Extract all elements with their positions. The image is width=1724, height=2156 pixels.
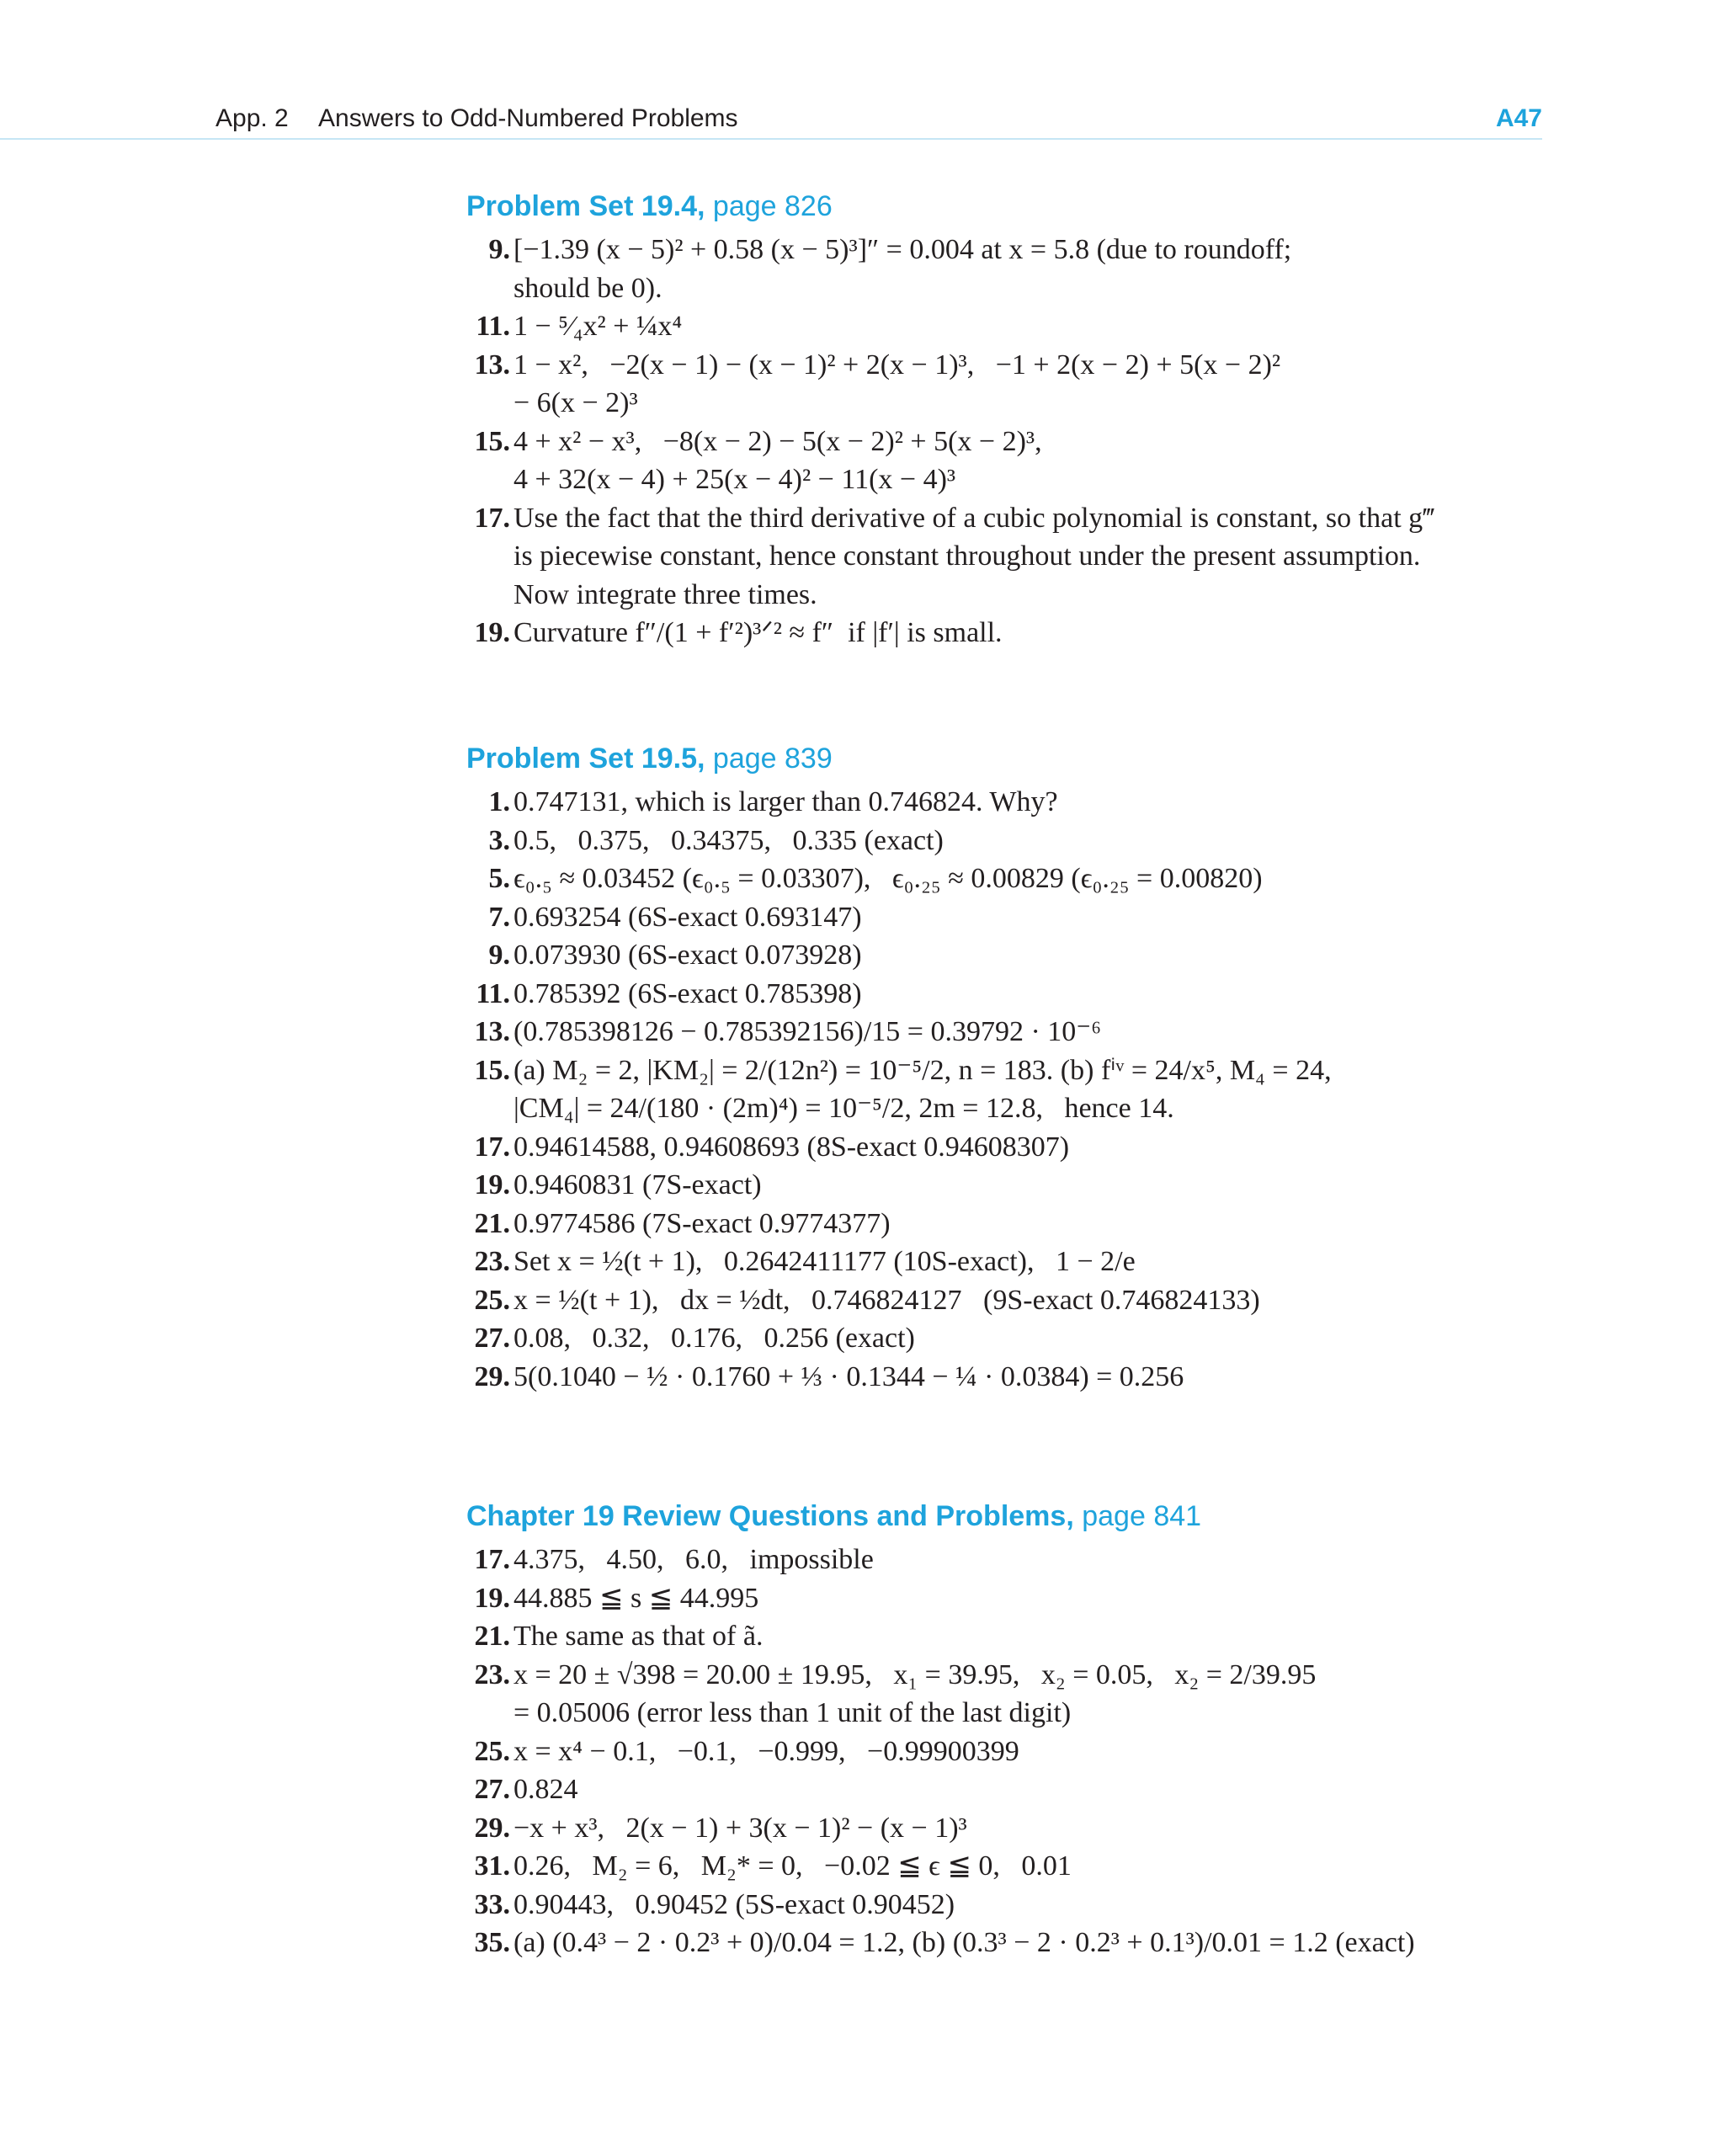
answer-line: should be 0). bbox=[513, 272, 662, 304]
answer-line: |CM₄| = 24/(180 · (2m)⁴) = 10⁻⁵/2, 2m = 12.8, hence 14. bbox=[513, 1093, 1174, 1124]
section-page: page 841 bbox=[1082, 1500, 1202, 1532]
answer-line: Curvature f″/(1 + f′²)³ᐟ² ≈ f″ if |f′| is small. bbox=[513, 617, 1003, 648]
answer-line: 0.785392 (6S-exact 0.785398) bbox=[513, 977, 862, 1009]
answer-line: 4 + 32(x − 4) + 25(x − 4)² − 11(x − 4)³ bbox=[513, 464, 956, 495]
answer-line: x = 20 ± √398 = 20.00 ± 19.95, x₁ = 39.95, x₂ = 0.05, x₂ = 2/39.95 bbox=[513, 1658, 1317, 1690]
answer-item bbox=[466, 1770, 1561, 1809]
answer-number: 9. bbox=[488, 940, 510, 971]
appendix-label: App. 2 bbox=[216, 104, 289, 132]
answer-list bbox=[466, 231, 1561, 652]
answer-line: 4.375, 4.50, 6.0, impossible bbox=[513, 1544, 874, 1575]
page-number: A47 bbox=[1495, 104, 1542, 132]
answer-line: (a) M₂ = 2, |KM₂| = 2/(12n²) = 10⁻⁵/2, n = 183. (b) fⁱᵛ = 24/x⁵, M₄ = 24, bbox=[513, 1054, 1332, 1086]
answer-line: x = x⁴ − 0.1, −0.1, −0.999, −0.99900399 bbox=[513, 1735, 1019, 1767]
answer-line: (a) (0.4³ − 2 · 0.2³ + 0)/0.04 = 1.2, (b) (0.3³ − 2 · 0.2³ + 0.1³)/0.01 = 1.2 (exact) bbox=[513, 1927, 1415, 1958]
answer-item bbox=[466, 1617, 1561, 1656]
answer-number: 27. bbox=[474, 1323, 510, 1354]
answer-number: 7. bbox=[488, 901, 510, 933]
answer-item bbox=[466, 1541, 1561, 1579]
answer-line: 0.9460831 (7S-exact) bbox=[513, 1169, 762, 1200]
answer-line: [−1.39 (x − 5)² + 0.58 (x − 5)³]″ = 0.004 at x = 5.8 (due to roundoff; bbox=[513, 234, 1292, 265]
answer-line: The same as that of ã. bbox=[513, 1621, 764, 1652]
answer-list bbox=[466, 783, 1561, 1396]
answer-item bbox=[466, 1358, 1561, 1397]
answer-number: 25. bbox=[474, 1284, 510, 1316]
answer-item bbox=[466, 822, 1561, 860]
section-title: Chapter 19 Review Questions and Problems, bbox=[466, 1500, 1074, 1532]
answer-number: 3. bbox=[488, 824, 510, 856]
answer-line: 0.9774586 (7S-exact 0.9774377) bbox=[513, 1207, 891, 1239]
answer-item bbox=[466, 614, 1561, 652]
section-title: Problem Set 19.4, bbox=[466, 190, 705, 222]
answer-number: 17. bbox=[474, 1131, 510, 1163]
answer-item bbox=[466, 860, 1561, 898]
answer-line: 0.90443, 0.90452 (5S-exact 0.90452) bbox=[513, 1888, 955, 1920]
answer-item bbox=[466, 499, 1561, 615]
header-rule bbox=[0, 138, 1542, 140]
answer-item bbox=[466, 423, 1561, 499]
answer-item bbox=[466, 1281, 1561, 1320]
answer-number: 11. bbox=[476, 311, 510, 342]
answer-item bbox=[466, 1205, 1561, 1243]
answer-item bbox=[466, 1809, 1561, 1848]
answer-item bbox=[466, 1243, 1561, 1281]
answer-line: 5(0.1040 − ½ · 0.1760 + ⅓ · 0.1344 − ¼ · 0.0384) = 0.256 bbox=[513, 1360, 1184, 1392]
answer-item bbox=[466, 898, 1561, 937]
answer-number: 19. bbox=[474, 617, 510, 648]
answer-number: 27. bbox=[474, 1774, 510, 1805]
answer-line: −x + x³, 2(x − 1) + 3(x − 1)² − (x − 1)³ bbox=[513, 1812, 967, 1844]
answer-line: 0.073930 (6S-exact 0.073928) bbox=[513, 940, 862, 971]
section-problem-set-19-4 bbox=[466, 182, 1561, 652]
section-heading bbox=[466, 182, 1561, 231]
answer-item bbox=[466, 783, 1561, 822]
answer-number: 17. bbox=[474, 1544, 510, 1575]
running-head bbox=[216, 104, 1542, 141]
answer-number: 21. bbox=[474, 1621, 510, 1652]
answer-item bbox=[466, 231, 1561, 307]
section-chapter-19-review bbox=[466, 1492, 1561, 1962]
answer-line: Use the fact that the third derivative of a cubic polynomial is constant, so that g‴ bbox=[513, 502, 1435, 534]
answer-line: 0.08, 0.32, 0.176, 0.256 (exact) bbox=[513, 1323, 915, 1354]
answer-number: 23. bbox=[474, 1658, 510, 1690]
answer-item bbox=[466, 936, 1561, 975]
answer-item bbox=[466, 1733, 1561, 1771]
section-page: page 839 bbox=[712, 743, 833, 775]
answer-line: Set x = ½(t + 1), 0.2642411177 (10S-exact), 1 − 2/e bbox=[513, 1246, 1136, 1277]
appendix-title: Answers to Odd-Numbered Problems bbox=[318, 104, 738, 132]
answer-line: 0.747131, which is larger than 0.746824. Why? bbox=[513, 786, 1058, 817]
answer-number: 13. bbox=[474, 1016, 510, 1047]
answer-item bbox=[466, 1128, 1561, 1167]
answer-line: 0.26, M₂ = 6, M₂* = 0, −0.02 ≦ ϵ ≦ 0, 0.01 bbox=[513, 1850, 1072, 1882]
answer-number: 11. bbox=[476, 977, 510, 1009]
answer-list bbox=[466, 1541, 1561, 1962]
answer-number: 29. bbox=[474, 1812, 510, 1844]
answer-item bbox=[466, 1319, 1561, 1358]
answer-number: 23. bbox=[474, 1246, 510, 1277]
answer-item bbox=[466, 1051, 1561, 1128]
answer-line: Now integrate three times. bbox=[513, 578, 817, 610]
answer-line: 0.94614588, 0.94608693 (8S-exact 0.94608307) bbox=[513, 1131, 1070, 1163]
answer-item bbox=[466, 1886, 1561, 1924]
answer-line: − 6(x − 2)³ bbox=[513, 387, 638, 418]
answer-number: 29. bbox=[474, 1360, 510, 1392]
section-heading bbox=[466, 1492, 1561, 1541]
answer-number: 25. bbox=[474, 1735, 510, 1767]
answer-number: 9. bbox=[488, 234, 510, 265]
answer-number: 35. bbox=[474, 1927, 510, 1958]
answer-line: 0.693254 (6S-exact 0.693147) bbox=[513, 901, 862, 933]
section-heading bbox=[466, 734, 1561, 783]
answer-line: = 0.05006 (error less than 1 unit of the last digit) bbox=[513, 1697, 1072, 1728]
answer-item bbox=[466, 346, 1561, 423]
answer-item bbox=[466, 1579, 1561, 1618]
answer-item bbox=[466, 1924, 1561, 1962]
answer-item bbox=[466, 1847, 1561, 1886]
answer-line: 1 − ⁵⁄₄x² + ¼x⁴ bbox=[513, 311, 683, 342]
answer-item bbox=[466, 1656, 1561, 1733]
answer-number: 19. bbox=[474, 1169, 510, 1200]
answer-number: 31. bbox=[474, 1850, 510, 1882]
section-problem-set-19-5 bbox=[466, 734, 1561, 1396]
answer-item bbox=[466, 1166, 1561, 1205]
answer-number: 15. bbox=[474, 1054, 510, 1086]
answer-line: 0.824 bbox=[513, 1774, 578, 1805]
answer-item bbox=[466, 975, 1561, 1014]
answer-line: 0.5, 0.375, 0.34375, 0.335 (exact) bbox=[513, 824, 944, 856]
answer-number: 21. bbox=[474, 1207, 510, 1239]
answer-number: 13. bbox=[474, 349, 510, 381]
answer-item bbox=[466, 1013, 1561, 1051]
answer-line: x = ½(t + 1), dx = ½dt, 0.746824127 (9S-exact 0.746824133) bbox=[513, 1284, 1260, 1316]
answer-line: 44.885 ≦ s ≦ 44.995 bbox=[513, 1582, 759, 1614]
answer-number: 5. bbox=[488, 863, 510, 894]
section-page: page 826 bbox=[712, 190, 833, 222]
answer-line: is piecewise constant, hence constant throughout under the present assumption. bbox=[513, 540, 1421, 572]
answer-number: 19. bbox=[474, 1582, 510, 1614]
answer-line: (0.785398126 − 0.785392156)/15 = 0.39792 · 10⁻⁶ bbox=[513, 1016, 1102, 1047]
answer-number: 17. bbox=[474, 502, 510, 534]
answer-number: 33. bbox=[474, 1888, 510, 1920]
answer-number: 1. bbox=[488, 786, 510, 817]
answer-number: 15. bbox=[474, 425, 510, 457]
answer-line: 4 + x² − x³, −8(x − 2) − 5(x − 2)² + 5(x − 2)³, bbox=[513, 425, 1042, 457]
answer-line: 1 − x², −2(x − 1) − (x − 1)² + 2(x − 1)³, −1 + 2(x − 2) + 5(x − 2)² bbox=[513, 349, 1281, 381]
answer-line: ϵ₀.₅ ≈ 0.03452 (ϵ₀.₅ = 0.03307), ϵ₀.₂₅ ≈ 0.00829 (ϵ₀.₂₅ = 0.00820) bbox=[513, 863, 1263, 894]
section-title: Problem Set 19.5, bbox=[466, 743, 705, 775]
answer-item bbox=[466, 307, 1561, 346]
